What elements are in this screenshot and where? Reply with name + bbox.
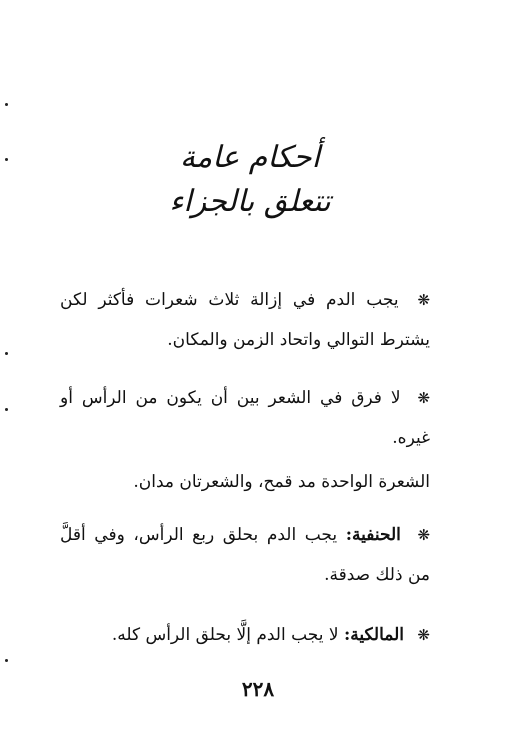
paragraph-2-text: لا فرق في الشعر بين أن يكون من الرأس أو غيره.	[60, 388, 430, 448]
scan-mark	[5, 659, 8, 662]
paragraph-maliki-text: لا يجب الدم إلَّا بحلق الرأس كله.	[111, 625, 339, 645]
scan-mark	[5, 408, 8, 411]
paragraph-hanafi-text: يجب الدم بحلق ربع الرأس، وفي أقلَّ من ذلك صدقة.	[60, 525, 430, 585]
paragraph-2	[60, 378, 430, 458]
paragraph-3-text: الشعرة الواحدة مد قمح، والشعرتان مدان.	[133, 472, 430, 492]
madhhab-label-maliki: المالكية:	[344, 625, 405, 645]
paragraph-maliki	[60, 615, 430, 655]
asterisk-bullet-icon: ❋	[417, 626, 430, 644]
paragraph-hanafi	[60, 515, 430, 595]
page-number: ٢٢٨	[241, 677, 275, 701]
scan-mark	[5, 103, 8, 106]
paragraph-1-text: يجب الدم في إزالة ثلاث شعرات فأكثر لكن يشترط التوالي واتحاد الزمن والمكان.	[60, 290, 430, 350]
paragraph-3	[60, 462, 430, 502]
asterisk-bullet-icon: ❋	[417, 291, 431, 309]
section-title-line-1: أحكام عامة	[180, 140, 320, 175]
madhhab-label-hanafi: الحنفية:	[345, 525, 401, 545]
asterisk-bullet-icon: ❋	[417, 526, 431, 544]
asterisk-bullet-icon: ❋	[417, 389, 431, 407]
scan-mark	[5, 352, 8, 355]
paragraph-1	[60, 280, 430, 360]
scan-mark	[5, 158, 8, 161]
section-title-line-2: تتعلق بالجزاء	[169, 184, 331, 219]
